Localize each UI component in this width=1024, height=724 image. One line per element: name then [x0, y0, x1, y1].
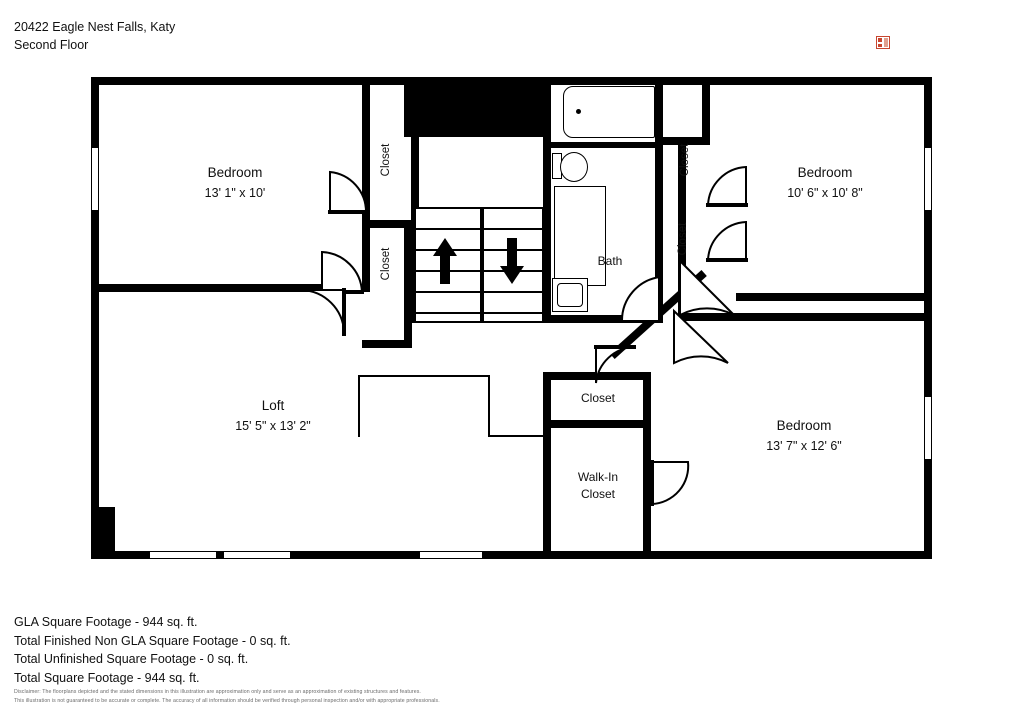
floor-label: Second Floor [14, 38, 89, 52]
disclaimer-text [14, 688, 614, 706]
stair-tread [414, 312, 544, 314]
toilet-bowl-icon [560, 152, 588, 182]
closet-column-wall-right [404, 77, 412, 137]
stair-void-block [411, 77, 551, 137]
closet-block-divider [543, 420, 651, 428]
closet-divider-left [362, 220, 412, 228]
closet-label-lower-left: Closet [380, 247, 392, 281]
wall-thick-left-lower [91, 507, 115, 559]
walkin-closet-label-2: Closet [580, 487, 615, 501]
loft-wall-left-stub [99, 284, 127, 292]
room-label-bedroom-upper-right [740, 163, 910, 203]
door-closet-upper-left [328, 170, 368, 214]
closet-label-center: Closet [580, 391, 615, 405]
bathtub-drain-icon [576, 109, 581, 114]
closet-label-mid-right: Closet [677, 222, 689, 256]
interior-wall-left-closet-bottom [362, 340, 412, 348]
room-label-loft [182, 396, 364, 436]
closet-label-upper-left: Closet [380, 143, 392, 177]
stair-riser-center [482, 207, 484, 323]
room-dims: 13' 1" x 10' [204, 186, 266, 200]
room-name: Bedroom [776, 418, 832, 433]
window-right-lower [924, 397, 932, 459]
walkin-closet-label-1: Walk-In [577, 470, 619, 484]
room-label-bedroom-lower-right [714, 416, 894, 456]
door-loft-hall [670, 307, 732, 369]
room-dims: 13' 7" x 12' 6" [766, 439, 842, 453]
footer-line-unfinished: Total Unfinished Square Footage - 0 sq. ft. [14, 652, 249, 666]
room-dims: 10' 6" x 10' 8" [787, 186, 863, 200]
sink-basin-icon [557, 283, 583, 307]
stair-tread [414, 291, 544, 293]
room-label-bedroom-upper-left [150, 163, 320, 203]
up-arrow-icon [432, 236, 458, 286]
closet-block-wall-left [543, 372, 551, 559]
footer-line-non-gla: Total Finished Non GLA Square Footage - 0 sq. ft. [14, 633, 291, 648]
exterior-wall-top-center [551, 77, 663, 85]
window-right-upper [924, 148, 932, 210]
loft-inner-outline [358, 375, 490, 437]
disclaimer-line-1: Disclaimer: The floorplans depicted and the stated dimensions in this illustration are approximation only and serve as an approximation of existing structures and features. [14, 689, 421, 695]
door-left-bedroom-entry [300, 288, 346, 336]
stair-tread [414, 228, 544, 230]
room-name: Loft [261, 398, 285, 413]
window-left-upper [91, 148, 99, 210]
footer-line-gla: GLA Square Footage - 944 sq. ft. [14, 615, 198, 629]
room-name: Bedroom [797, 165, 853, 180]
stair-tread [414, 207, 544, 209]
disclaimer-line-2: This illustration is not guaranteed to be accurate or complete. The accuracy of all information should be verified through personal inspection and/or with appropriate professionals. [14, 698, 440, 704]
closet-label-upper-right: Closet [679, 143, 691, 177]
window-bottom-1 [150, 551, 216, 559]
loft-inner-outline-lower [488, 435, 543, 437]
right-lower-bedroom-wall-top [736, 293, 932, 301]
window-bottom-3 [420, 551, 482, 559]
floorplan-diagram [0, 60, 1024, 580]
footer-line-total: Total Square Footage - 944 sq. ft. [14, 670, 200, 685]
door-bath [616, 263, 662, 323]
shower-enclosure [554, 186, 606, 286]
property-address: 20422 Eagle Nest Falls, Katy [14, 20, 176, 34]
right-closet-wall-right [702, 77, 710, 137]
exterior-wall-bottom [91, 551, 932, 559]
down-arrow-icon [499, 236, 525, 286]
square-footage-summary [14, 613, 291, 687]
door-closet-upper-right-2 [706, 220, 748, 262]
bath-label: Bath [597, 254, 623, 268]
window-bottom-2 [224, 551, 290, 559]
door-walkin-closet [650, 460, 690, 506]
sink-faucet-icon-2 [547, 294, 551, 298]
sink-faucet-icon [547, 286, 551, 290]
room-dims: 15' 5" x 13' 2" [235, 419, 311, 433]
room-name: Bedroom [207, 165, 263, 180]
bath-tub-divider [551, 142, 663, 148]
door-center-closet [594, 345, 636, 385]
house-logo-icon [876, 36, 890, 49]
